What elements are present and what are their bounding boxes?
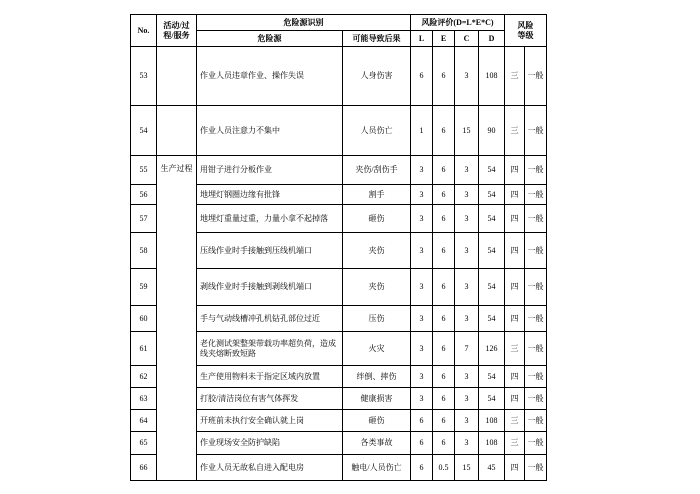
hazard-source-cell: 作业现场安全防护缺陷 bbox=[197, 432, 343, 455]
e-value-cell: 6 bbox=[433, 185, 455, 205]
risk-level-cell: 四 bbox=[505, 306, 525, 332]
l-value-cell: 6 bbox=[411, 455, 433, 481]
consequence-cell: 火灾 bbox=[343, 332, 411, 366]
col-header-risk-level: 风险等级 bbox=[505, 15, 547, 47]
col-header-l: L bbox=[411, 31, 433, 47]
col-header-hazard-source: 危险源 bbox=[197, 31, 343, 47]
e-value-cell: 6 bbox=[433, 47, 455, 106]
hazard-source-cell: 剥线作业时手接触到剥线机端口 bbox=[197, 269, 343, 306]
e-value-cell: 0.5 bbox=[433, 455, 455, 481]
header-row-1 bbox=[131, 15, 547, 31]
col-header-risk-evaluation: 风险评价(D=L*E*C) bbox=[411, 15, 505, 31]
e-value-cell: 6 bbox=[433, 410, 455, 432]
hazard-source-cell: 打胶/清洁岗位有害气体挥发 bbox=[197, 388, 343, 410]
d-value-cell: 54 bbox=[479, 233, 505, 269]
c-value-cell: 3 bbox=[455, 156, 479, 185]
risk-assessment-table bbox=[130, 14, 547, 481]
risk-level-cell: 四 bbox=[505, 205, 525, 233]
risk-level-cell: 三 bbox=[505, 47, 525, 106]
risk-grade-cell: 一般 bbox=[525, 366, 547, 388]
c-value-cell: 3 bbox=[455, 185, 479, 205]
e-value-cell: 6 bbox=[433, 432, 455, 455]
d-value-cell: 108 bbox=[479, 432, 505, 455]
c-value-cell: 3 bbox=[455, 432, 479, 455]
d-value-cell: 45 bbox=[479, 455, 505, 481]
activity-group-cell: 生产过程 bbox=[157, 156, 197, 481]
col-header-activity: 活动/过程/服务 bbox=[157, 15, 197, 47]
consequence-cell: 夹伤 bbox=[343, 233, 411, 269]
consequence-cell: 各类事故 bbox=[343, 432, 411, 455]
risk-level-cell: 四 bbox=[505, 366, 525, 388]
risk-level-cell: 四 bbox=[505, 156, 525, 185]
l-value-cell: 1 bbox=[411, 106, 433, 156]
risk-level-cell: 四 bbox=[505, 455, 525, 481]
l-value-cell: 3 bbox=[411, 233, 433, 269]
hazard-source-cell: 手与气动线槽冲孔机钻孔部位过近 bbox=[197, 306, 343, 332]
hazard-source-cell: 压线作业时手接触到压线机端口 bbox=[197, 233, 343, 269]
l-value-cell: 3 bbox=[411, 306, 433, 332]
consequence-cell: 砸伤 bbox=[343, 205, 411, 233]
activity-cell bbox=[157, 47, 197, 106]
row-number-cell: 56 bbox=[131, 185, 157, 205]
l-value-cell: 6 bbox=[411, 410, 433, 432]
consequence-cell: 砸伤 bbox=[343, 410, 411, 432]
e-value-cell: 6 bbox=[433, 332, 455, 366]
d-value-cell: 54 bbox=[479, 205, 505, 233]
consequence-cell: 夹伤 bbox=[343, 269, 411, 306]
col-header-no: No. bbox=[131, 15, 157, 47]
e-value-cell: 6 bbox=[433, 156, 455, 185]
e-value-cell: 6 bbox=[433, 106, 455, 156]
row-number-cell: 55 bbox=[131, 156, 157, 185]
risk-grade-cell: 一般 bbox=[525, 455, 547, 481]
row-number-cell: 62 bbox=[131, 366, 157, 388]
risk-grade-cell: 一般 bbox=[525, 156, 547, 185]
col-header-d: D bbox=[479, 31, 505, 47]
e-value-cell: 6 bbox=[433, 306, 455, 332]
col-header-e: E bbox=[433, 31, 455, 47]
d-value-cell: 126 bbox=[479, 332, 505, 366]
d-value-cell: 108 bbox=[479, 410, 505, 432]
consequence-cell: 夹伤/刮伤手 bbox=[343, 156, 411, 185]
row-number-cell: 66 bbox=[131, 455, 157, 481]
hazard-source-cell: 开班前未执行安全确认就上岗 bbox=[197, 410, 343, 432]
risk-grade-cell: 一般 bbox=[525, 306, 547, 332]
risk-level-cell: 三 bbox=[505, 332, 525, 366]
d-value-cell: 54 bbox=[479, 185, 505, 205]
l-value-cell: 3 bbox=[411, 269, 433, 306]
risk-level-cell: 三 bbox=[505, 106, 525, 156]
row-number-cell: 65 bbox=[131, 432, 157, 455]
risk-grade-cell: 一般 bbox=[525, 432, 547, 455]
risk-grade-cell: 一般 bbox=[525, 205, 547, 233]
c-value-cell: 3 bbox=[455, 410, 479, 432]
hazard-source-cell: 作业人员无故私自进入配电房 bbox=[197, 455, 343, 481]
c-value-cell: 3 bbox=[455, 306, 479, 332]
l-value-cell: 3 bbox=[411, 205, 433, 233]
risk-grade-cell: 一般 bbox=[525, 106, 547, 156]
d-value-cell: 54 bbox=[479, 366, 505, 388]
col-header-c: C bbox=[455, 31, 479, 47]
risk-level-cell: 三 bbox=[505, 432, 525, 455]
d-value-cell: 54 bbox=[479, 156, 505, 185]
d-value-cell: 90 bbox=[479, 106, 505, 156]
c-value-cell: 3 bbox=[455, 233, 479, 269]
c-value-cell: 3 bbox=[455, 205, 479, 233]
d-value-cell: 54 bbox=[479, 269, 505, 306]
risk-level-cell: 四 bbox=[505, 233, 525, 269]
col-header-hazard-identification: 危险源识别 bbox=[197, 15, 411, 31]
hazard-source-cell: 生产使用物料未于指定区域内放置 bbox=[197, 366, 343, 388]
row-number-cell: 58 bbox=[131, 233, 157, 269]
consequence-cell: 割手 bbox=[343, 185, 411, 205]
hazard-source-cell: 作业人员注意力不集中 bbox=[197, 106, 343, 156]
hazard-source-cell: 地埋灯钢圈边缘有批锋 bbox=[197, 185, 343, 205]
risk-grade-cell: 一般 bbox=[525, 410, 547, 432]
hazard-source-cell: 用钳子进行分板作业 bbox=[197, 156, 343, 185]
risk-level-cell: 四 bbox=[505, 269, 525, 306]
l-value-cell: 6 bbox=[411, 432, 433, 455]
c-value-cell: 15 bbox=[455, 455, 479, 481]
risk-grade-cell: 一般 bbox=[525, 332, 547, 366]
row-number-cell: 54 bbox=[131, 106, 157, 156]
consequence-cell: 健康损害 bbox=[343, 388, 411, 410]
c-value-cell: 7 bbox=[455, 332, 479, 366]
risk-grade-cell: 一般 bbox=[525, 388, 547, 410]
risk-grade-cell: 一般 bbox=[525, 233, 547, 269]
row-number-cell: 59 bbox=[131, 269, 157, 306]
l-value-cell: 3 bbox=[411, 332, 433, 366]
risk-level-cell: 四 bbox=[505, 185, 525, 205]
e-value-cell: 6 bbox=[433, 366, 455, 388]
c-value-cell: 3 bbox=[455, 366, 479, 388]
c-value-cell: 3 bbox=[455, 269, 479, 306]
e-value-cell: 6 bbox=[433, 205, 455, 233]
risk-level-cell: 四 bbox=[505, 388, 525, 410]
row-number-cell: 53 bbox=[131, 47, 157, 106]
e-value-cell: 6 bbox=[433, 388, 455, 410]
risk-grade-cell: 一般 bbox=[525, 47, 547, 106]
row-number-cell: 63 bbox=[131, 388, 157, 410]
e-value-cell: 6 bbox=[433, 233, 455, 269]
row-number-cell: 64 bbox=[131, 410, 157, 432]
row-number-cell: 61 bbox=[131, 332, 157, 366]
consequence-cell: 压伤 bbox=[343, 306, 411, 332]
activity-cell bbox=[157, 106, 197, 156]
hazard-source-cell: 地埋灯重量过重，力量小拿不起掉落 bbox=[197, 205, 343, 233]
row-number-cell: 60 bbox=[131, 306, 157, 332]
risk-grade-cell: 一般 bbox=[525, 185, 547, 205]
l-value-cell: 3 bbox=[411, 156, 433, 185]
c-value-cell: 3 bbox=[455, 388, 479, 410]
l-value-cell: 3 bbox=[411, 388, 433, 410]
l-value-cell: 3 bbox=[411, 366, 433, 388]
d-value-cell: 54 bbox=[479, 306, 505, 332]
consequence-cell: 人身伤害 bbox=[343, 47, 411, 106]
hazard-source-cell: 老化测试架整架带载功率超负荷，造成线夹熔断致短路 bbox=[197, 332, 343, 366]
l-value-cell: 3 bbox=[411, 185, 433, 205]
table-row bbox=[131, 47, 547, 106]
risk-grade-cell: 一般 bbox=[525, 269, 547, 306]
col-header-consequence: 可能导致后果 bbox=[343, 31, 411, 47]
consequence-cell: 人员伤亡 bbox=[343, 106, 411, 156]
l-value-cell: 6 bbox=[411, 47, 433, 106]
table-row bbox=[131, 106, 547, 156]
risk-level-cell: 三 bbox=[505, 410, 525, 432]
d-value-cell: 108 bbox=[479, 47, 505, 106]
consequence-cell: 绊倒、摔伤 bbox=[343, 366, 411, 388]
row-number-cell: 57 bbox=[131, 205, 157, 233]
hazard-source-cell: 作业人员违章作业、操作失误 bbox=[197, 47, 343, 106]
c-value-cell: 15 bbox=[455, 106, 479, 156]
c-value-cell: 3 bbox=[455, 47, 479, 106]
table-body bbox=[131, 47, 547, 481]
d-value-cell: 54 bbox=[479, 388, 505, 410]
table-row bbox=[131, 156, 547, 185]
consequence-cell: 触电/人员伤亡 bbox=[343, 455, 411, 481]
e-value-cell: 6 bbox=[433, 269, 455, 306]
